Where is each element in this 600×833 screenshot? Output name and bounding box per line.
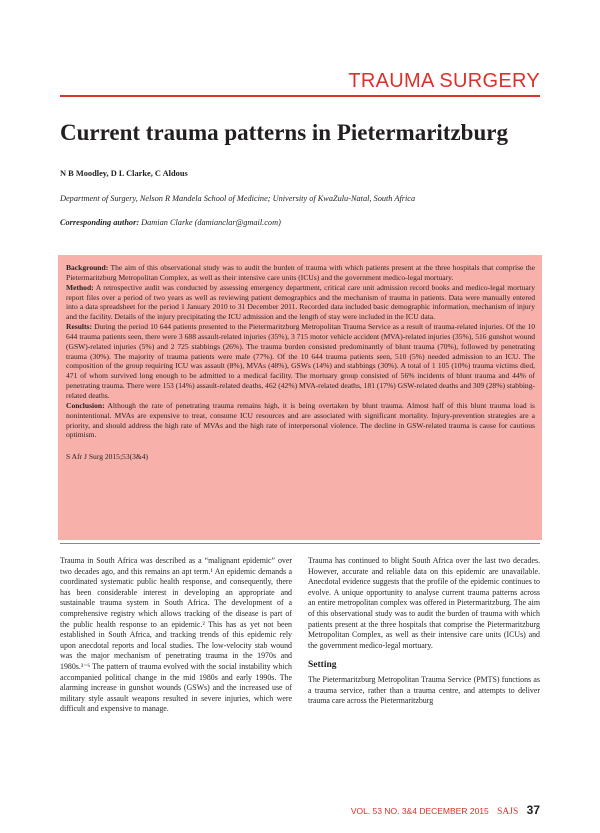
header-rule [60,95,540,97]
abstract-label: Conclusion: [66,400,105,410]
abstract-box [58,255,542,540]
body-column-left [60,556,292,715]
abstract-results [66,322,535,401]
abstract-text: Although the rate of penetrating trauma remains high, it is being overtaken by blunt trauma. Almost half of this blunt trauma load is nonintentional. MVAs are expensive to treat, consume ICU resources and are associated with significant mortality. Injury-prevention strategies are a priority, and should address the high rate of MVAs and the high rate of interpersonal violence. The decline in GSW-related trauma is cause for cautious optimism. [66,400,535,440]
abstract-label: Results: [66,322,92,332]
abstract-label: Background: [66,263,109,272]
affiliation: Department of Surgery, Nelson R Mandela School of Medicine; University of KwaZulu-Natal, South Africa [60,194,416,203]
corresponding-text: Damian Clarke (damianclar@gmail.com) [141,218,281,227]
setting-paragraph: The Pietermaritzburg Metropolitan Trauma Service (PMTS) functions as a trauma service, rather than a trauma centre, and attempts to deliver trauma care across the Pietermaritzburg [308,674,540,706]
article-title: Current trauma patterns in Pietermaritzburg [60,120,508,145]
abstract-label: Method: [66,282,94,292]
abstract-text: A retrospective audit was conducted by assessing emergency department, critical care unit admission record books and medico-legal mortuary report files over a period of two years as well as reviewing patient demographics and the mechanism of trauma in patients. Data were manually entered into a data spreadsheet for the period 1 January 2010 to 31 December 2011. Recorded data included basic demographic information, mechanism of injury and the facility. Details of the injury precipitating the ICU admission and the length of stay were included in the ICU data. [66,282,535,322]
abstract-text: The aim of this observational study was to audit the burden of trauma with which patients present at the three hospitals that comprise the Pietermaritzburg Metropolitan Complex, as well as their intensive care units (ICUs) and the government medico-legal mortuary. [66,263,535,282]
page-footer [351,803,540,817]
corresponding-author [60,218,281,227]
abstract-divider [60,543,540,544]
abstract-background [66,263,535,283]
setting-heading: Setting [308,660,337,671]
corresponding-label: Corresponding author: [60,218,140,227]
section-label: TRAUMA SURGERY [348,70,540,92]
body-paragraph: Trauma has continued to blight South Africa over the last two decades. However, accurate and reliable data on this epidemic are unavailable. Anecdotal evidence suggests that the profile of the epidemic continues to evolve. A unique opportunity to analyse current trauma patterns across an entire metropolitan complex was offered in Pietermaritzburg. The aim of this observational study was to audit the burden of trauma with which patients present at the three hospitals that comprise the Pietermaritzburg Metropolitan Complex, as well as their intensive care units (ICUs) and the government medico-legal mortuary. [308,556,540,650]
body-column-right [308,556,540,707]
issue-info: VOL. 53 NO. 3&4 DECEMBER 2015 [350,806,489,816]
authors: N B Moodley, D L Clarke, C Aldous [60,169,188,178]
page-number: 37 [526,803,540,817]
journal-name: SAJS [497,807,519,817]
abstract-method [66,283,535,322]
abstract-text: During the period 10 644 patients presented to the Pietermaritzburg Metropolitan Trauma Service as a result of trauma-related injuries. Of the 10 644 trauma patients seen, there were 3 688 assault-related injuries (35%), 3 715 motor vehicle accident (MVA)-related injuries (35%), 516 gunshot wound (GSW)-related injuries (5%) and 2 725 stabbings (26%). The trauma burden consisted predominantly of blunt trauma (70%), followed by penetrating trauma (30%). The majority of trauma patients were male (77%). Of the 10 644 trauma patients seen, 510 (5%) needed admission to an ICU. The composition of the group requiring ICU was assault (8%), MVAs (48%), GSWs (14%) and stabbings (30%). A total of 1 105 (10%) trauma victims died, 471 of whom survived long enough to be admitted to a medical facility. The mortuary group consisted of 56% incidents of blunt trauma and 44% of penetrating trauma. There were 153 (14%) assault-related deaths, 462 (42%) MVA-related deaths, 181 (17%) GSW-related deaths and 309 (28%) stabbing-related deaths. [66,322,535,400]
abstract-conclusion [66,401,535,440]
citation: S Afr J Surg 2015;53(3&4) [66,452,149,462]
body-paragraph: Trauma in South Africa was described as a “malignant epidemic” over two decades ago, and this remains an apt term.¹ An epidemic demands a coordinated systematic public health response, and consequently, there has been considerable interest in developing an appropriate and sustainable trauma system in South Africa. The development of a comprehensive registry which allows tracking of the disease is part of the public health response to an epidemic.² This has as yet not been established in South Africa, and tracking trends of this epidemic rely upon anecdotal reports and local studies. The low-velocity stab wound was the major mechanism of penetrating trauma in the 1970s and 1980s.³⁻⁶ The pattern of trauma evolved with the social instability which accompanied political change in the mid 1980s and early 1990s. The alarming increase in gunshot wounds (GSWs) and the increased use of military style assault weapons resulted in severe injuries, which were difficult and expensive to manage. [60,556,292,714]
